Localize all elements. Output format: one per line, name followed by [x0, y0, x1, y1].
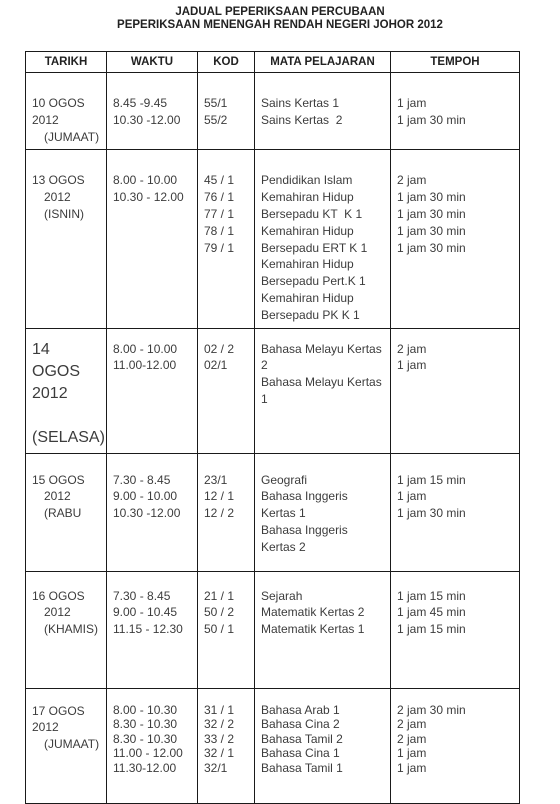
subject-text: Bahasa Tamil 1 — [261, 760, 343, 775]
exam-schedule-table — [25, 51, 520, 804]
duration-text: 2 jam — [397, 717, 427, 732]
date-cell — [26, 73, 107, 150]
header-mata-pelajaran: MATA PELAJARAN — [255, 52, 391, 73]
date-text: 10 OGOS — [32, 96, 85, 110]
code-text: 50 / 1 — [204, 622, 235, 637]
day-text: (JUMAAT) — [44, 129, 100, 144]
date-cell — [26, 150, 107, 328]
table-row — [26, 688, 520, 803]
duration-text: 1 jam 30 min — [397, 206, 466, 221]
time-cell — [107, 571, 198, 688]
duration-text: 2 jam — [397, 341, 427, 356]
subject-text: Geografi — [261, 472, 308, 487]
duration-text: 1 jam 30 min — [397, 190, 466, 205]
date-text: 17 OGOS — [32, 703, 85, 718]
duration-text: 1 jam 30 min — [397, 506, 466, 521]
duration-text: 2 jam 30 min — [397, 702, 466, 717]
date-text: 2012 — [32, 112, 59, 127]
time-text: 11.00-12.00 — [113, 358, 177, 373]
header-row — [26, 52, 520, 73]
subject-text: Bahasa Arab 1 — [261, 702, 340, 717]
code-text: 32 / 2 — [204, 717, 235, 732]
date-text: 2012 — [44, 489, 71, 504]
duration-text: 1 jam 30 min — [397, 112, 466, 127]
code-text: 32 / 1 — [204, 746, 235, 761]
subject-text: 1 — [261, 391, 268, 406]
subject-text: Kertas 2 — [261, 539, 306, 554]
code-text: 79 / 1 — [204, 240, 235, 255]
duration-cell — [391, 73, 520, 150]
subject-text: Bahasa Melayu Kertas — [261, 341, 382, 356]
subject-cell — [255, 571, 391, 688]
code-cell — [198, 73, 255, 150]
subject-text: Bahasa Melayu Kertas — [261, 375, 382, 390]
code-text: 78 / 1 — [204, 223, 235, 238]
duration-text: 1 jam 15 min — [397, 472, 466, 487]
subject-text: Sains Kertas 2 — [261, 112, 343, 127]
duration-cell — [391, 150, 520, 328]
day-text: (JUMAAT) — [44, 737, 100, 752]
duration-text: 1 jam 45 min — [397, 605, 466, 620]
header-waktu: WAKTU — [107, 52, 198, 73]
time-text: 8.00 - 10.00 — [113, 341, 178, 356]
subject-text: Bahasa Inggeris — [261, 522, 348, 537]
table-row — [26, 73, 520, 150]
code-text: 50 / 2 — [204, 605, 235, 620]
date-text: 16 OGOS — [32, 588, 85, 603]
duration-text: 2 jam — [397, 173, 427, 188]
subject-text: Matematik Kertas 1 — [261, 622, 365, 637]
subject-text: Kemahiran Hidup — [261, 290, 354, 305]
time-text: 8.00 - 10.30 — [113, 702, 178, 717]
subject-text: Pendidikan Islam — [261, 173, 353, 188]
code-text: 55/1 — [204, 96, 228, 110]
duration-text: 1 jam — [397, 760, 427, 775]
duration-cell — [391, 328, 520, 453]
time-text: 8.30 - 10.30 — [113, 731, 178, 746]
code-text: 02/1 — [204, 358, 228, 373]
time-text: 10.30 -12.00 — [113, 506, 181, 521]
time-text: 11.30-12.00 — [113, 760, 177, 775]
duration-cell — [391, 688, 520, 803]
duration-text: 1 jam — [397, 358, 427, 373]
code-text: 12 / 2 — [204, 506, 235, 521]
header-tarikh: TARIKH — [26, 52, 107, 73]
code-cell — [198, 328, 255, 453]
code-cell — [198, 150, 255, 328]
duration-text: 1 jam 15 min — [397, 622, 466, 637]
time-cell — [107, 150, 198, 328]
header-kod: KOD — [198, 52, 255, 73]
duration-cell — [391, 571, 520, 688]
subject-text: Sains Kertas 1 — [261, 96, 340, 110]
code-text: 32/1 — [204, 760, 228, 775]
code-text: 31 / 1 — [204, 702, 235, 717]
table-row — [26, 150, 520, 328]
date-text: 13 OGOS — [32, 173, 85, 188]
date-text: 2012 — [32, 720, 59, 735]
subject-text: Kertas 1 — [261, 506, 306, 521]
subject-text: Kemahiran Hidup — [261, 257, 354, 272]
code-text: 45 / 1 — [204, 173, 235, 188]
time-text: 10.30 - 12.00 — [113, 190, 184, 205]
time-text: 11.15 - 12.30 — [113, 622, 183, 637]
duration-text: 1 jam — [397, 746, 427, 761]
date-cell — [26, 328, 107, 453]
time-cell — [107, 688, 198, 803]
day-text: (RABU — [44, 506, 82, 521]
table-row — [26, 571, 520, 688]
subject-text: Bahasa Cina 2 — [261, 717, 340, 732]
code-text: 55/2 — [204, 112, 228, 127]
subject-text: Bersepadu KT K 1 — [261, 206, 363, 221]
subject-text: Bersepadu Pert.K 1 — [261, 274, 366, 289]
time-cell — [107, 453, 198, 571]
date-cell — [26, 571, 107, 688]
time-cell — [107, 73, 198, 150]
time-text: 7.30 - 8.45 — [113, 588, 171, 603]
date-text: 2012 — [44, 605, 71, 620]
time-text: 9.00 - 10.00 — [113, 489, 178, 504]
subject-cell — [255, 688, 391, 803]
table-row — [26, 453, 520, 571]
date-cell — [26, 688, 107, 803]
subject-cell — [255, 328, 391, 453]
date-cell — [26, 453, 107, 571]
title-line-2: PEPERIKSAAN MENENGAH RENDAH NEGERI JOHOR 2012 — [117, 19, 443, 31]
code-cell — [198, 688, 255, 803]
subject-cell — [255, 150, 391, 328]
time-text: 11.00 - 12.00 — [113, 746, 183, 761]
day-text: (SELASA) — [32, 428, 105, 446]
duration-text: 1 jam 30 min — [397, 223, 466, 238]
subject-text: Sejarah — [261, 588, 303, 603]
subject-text: Matematik Kertas 2 — [261, 605, 365, 620]
table-row — [26, 328, 520, 453]
header-tempoh: TEMPOH — [391, 52, 520, 73]
subject-text: Bersepadu ERT K 1 — [261, 240, 368, 255]
duration-text: 1 jam 15 min — [397, 588, 466, 603]
date-text: 15 OGOS — [32, 472, 85, 487]
time-text: 8.00 - 10.00 — [113, 173, 178, 188]
code-cell — [198, 453, 255, 571]
time-text: 9.00 - 10.45 — [113, 605, 178, 620]
subject-text: Bahasa Tamil 2 — [261, 731, 343, 746]
time-text: 8.45 -9.45 — [113, 96, 168, 110]
subject-text: Bahasa Cina 1 — [261, 746, 340, 761]
duration-text: 1 jam — [397, 489, 427, 504]
code-text: 76 / 1 — [204, 190, 235, 205]
date-text: 14 OGOS — [32, 340, 81, 380]
subject-text: Bahasa Inggeris — [261, 489, 348, 504]
subject-cell — [255, 453, 391, 571]
date-text — [32, 405, 102, 427]
date-text: 2012 — [32, 384, 68, 402]
code-text: 12 / 1 — [204, 489, 235, 504]
code-text: 77 / 1 — [204, 206, 235, 221]
duration-text: 2 jam — [397, 731, 427, 746]
title-line-1: JADUAL PEPERIKSAAN PERCUBAAN — [175, 6, 385, 18]
time-cell — [107, 328, 198, 453]
code-text: 21 / 1 — [204, 588, 235, 603]
duration-text: 1 jam 30 min — [397, 240, 466, 255]
subject-text: Bersepadu PK K 1 — [261, 307, 360, 322]
duration-text: 1 jam — [397, 96, 427, 110]
subject-text: Kemahiran Hidup — [261, 190, 354, 205]
subject-text: Kemahiran Hidup — [261, 223, 354, 238]
code-text: 33 / 2 — [204, 731, 235, 746]
date-text: 2012 — [44, 190, 71, 205]
day-text: (ISNIN) — [44, 206, 84, 221]
time-text: 10.30 -12.00 — [113, 112, 181, 127]
subject-text: 2 — [261, 358, 268, 373]
code-text: 23/1 — [204, 472, 228, 487]
day-text: (KHAMIS) — [44, 622, 98, 637]
code-text: 02 / 2 — [204, 341, 235, 356]
code-cell — [198, 571, 255, 688]
time-text: 7.30 - 8.45 — [113, 472, 171, 487]
subject-cell — [255, 73, 391, 150]
time-text: 8.30 - 10.30 — [113, 717, 178, 732]
duration-cell — [391, 453, 520, 571]
